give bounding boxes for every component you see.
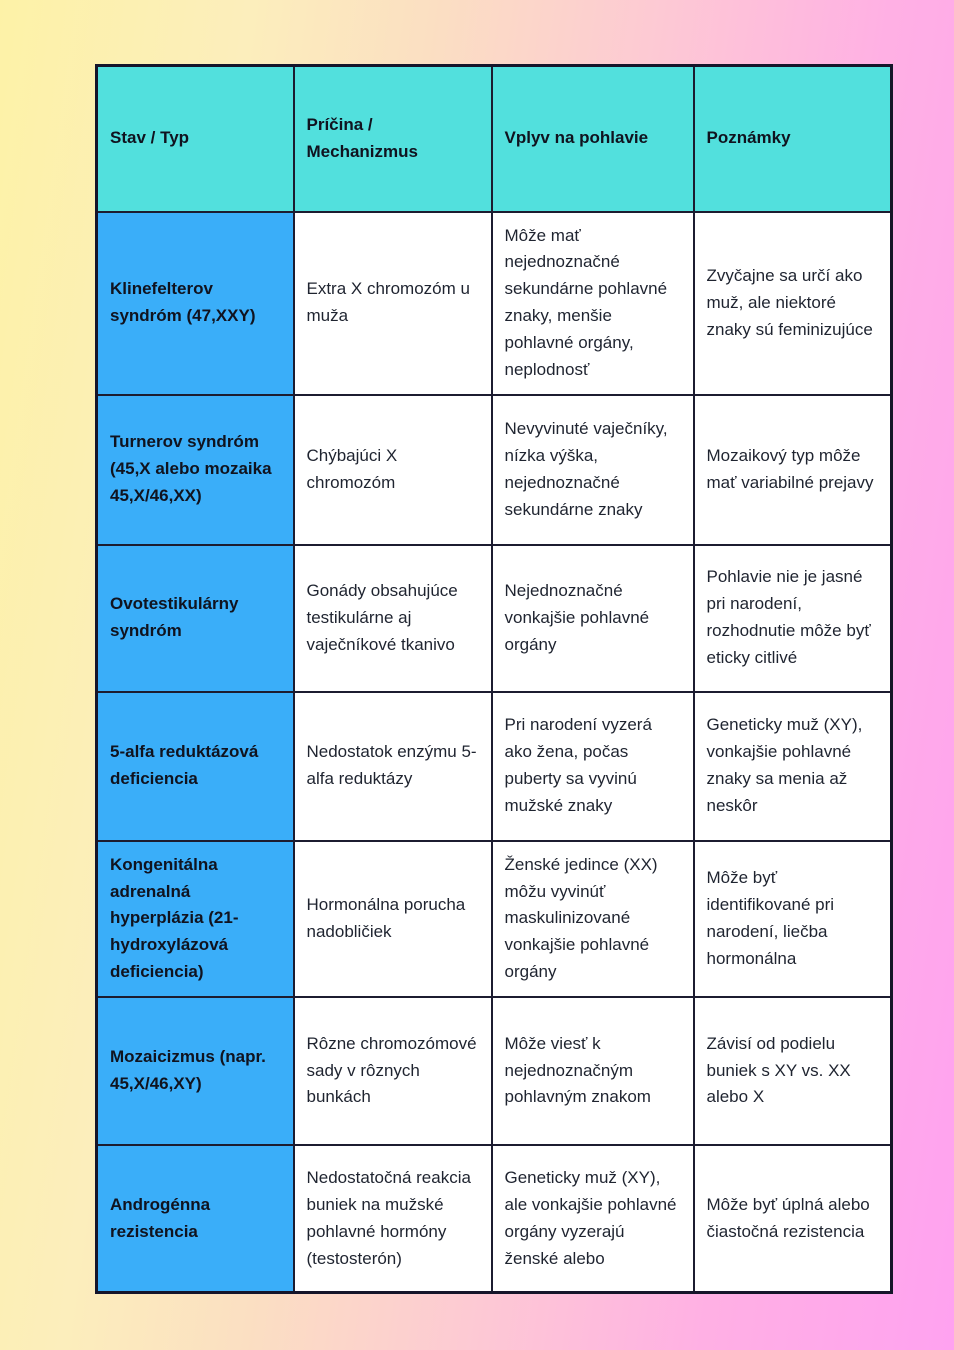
notes-cell: Môže byť identifikované pri narodení, liečba hormonálna [694, 841, 892, 997]
effect-cell: Môže mať nejednoznačné sekundárne pohlavné znaky, menšie pohlavné orgány, neplodnosť [492, 212, 694, 395]
conditions-table [95, 64, 893, 1294]
notes-cell: Zvyčajne sa určí ako muž, ale niektoré znaky sú feminizujúce [694, 212, 892, 395]
table-row [97, 997, 892, 1145]
column-header-pricina-mechanizmus: Príčina / Mechanizmus [294, 66, 492, 212]
cause-cell: Chýbajúci X chromozóm [294, 395, 492, 545]
cause-cell: Gonády obsahujúce testikulárne aj vaječníkové tkanivo [294, 545, 492, 692]
cause-cell: Rôzne chromozómové sady v rôznych bunkách [294, 997, 492, 1145]
condition-name-cell: 5-alfa reduktázová deficiencia [97, 692, 294, 841]
cause-cell: Hormonálna porucha nadobličiek [294, 841, 492, 997]
notes-cell: Mozaikový typ môže mať variabilné prejavy [694, 395, 892, 545]
notes-cell: Závisí od podielu buniek s XY vs. XX alebo X [694, 997, 892, 1145]
cause-cell: Extra X chromozóm u muža [294, 212, 492, 395]
condition-name-cell: Kongenitálna adrenalná hyperplázia (21-hydroxylázová deficiencia) [97, 841, 294, 997]
effect-cell: Nevyvinuté vaječníky, nízka výška, nejednoznačné sekundárne znaky [492, 395, 694, 545]
column-header-vplyv-na-pohlavie: Vplyv na pohlavie [492, 66, 694, 212]
notes-cell: Pohlavie nie je jasné pri narodení, rozhodnutie môže byť eticky citlivé [694, 545, 892, 692]
table-row [97, 395, 892, 545]
table-row [97, 545, 892, 692]
table-row [97, 212, 892, 395]
column-header-stav-typ: Stav / Typ [97, 66, 294, 212]
table-header-row [97, 66, 892, 212]
effect-cell: Môže viesť k nejednoznačným pohlavným znakom [492, 997, 694, 1145]
cause-cell: Nedostatok enzýmu 5-alfa reduktázy [294, 692, 492, 841]
condition-name-cell: Ovotestikulárny syndróm [97, 545, 294, 692]
effect-cell: Nejednoznačné vonkajšie pohlavné orgány [492, 545, 694, 692]
condition-name-cell: Androgénna rezistencia [97, 1145, 294, 1293]
table-row [97, 841, 892, 997]
notes-cell: Geneticky muž (XY), vonkajšie pohlavné znaky sa menia až neskôr [694, 692, 892, 841]
condition-name-cell: Turnerov syndróm (45,X alebo mozaika 45,X/46,XX) [97, 395, 294, 545]
table-row [97, 692, 892, 841]
notes-cell: Môže byť úplná alebo čiastočná rezistencia [694, 1145, 892, 1293]
condition-name-cell: Klinefelterov syndróm (47,XXY) [97, 212, 294, 395]
column-header-poznamky: Poznámky [694, 66, 892, 212]
effect-cell: Pri narodení vyzerá ako žena, počas puberty sa vyvinú mužské znaky [492, 692, 694, 841]
condition-name-cell: Mozaicizmus (napr. 45,X/46,XY) [97, 997, 294, 1145]
effect-cell: Ženské jedince (XX) môžu vyvinúť maskulinizované vonkajšie pohlavné orgány [492, 841, 694, 997]
cause-cell: Nedostatočná reakcia buniek na mužské pohlavné hormóny (testosterón) [294, 1145, 492, 1293]
effect-cell: Geneticky muž (XY), ale vonkajšie pohlavné orgány vyzerajú ženské alebo [492, 1145, 694, 1293]
table-row [97, 1145, 892, 1293]
